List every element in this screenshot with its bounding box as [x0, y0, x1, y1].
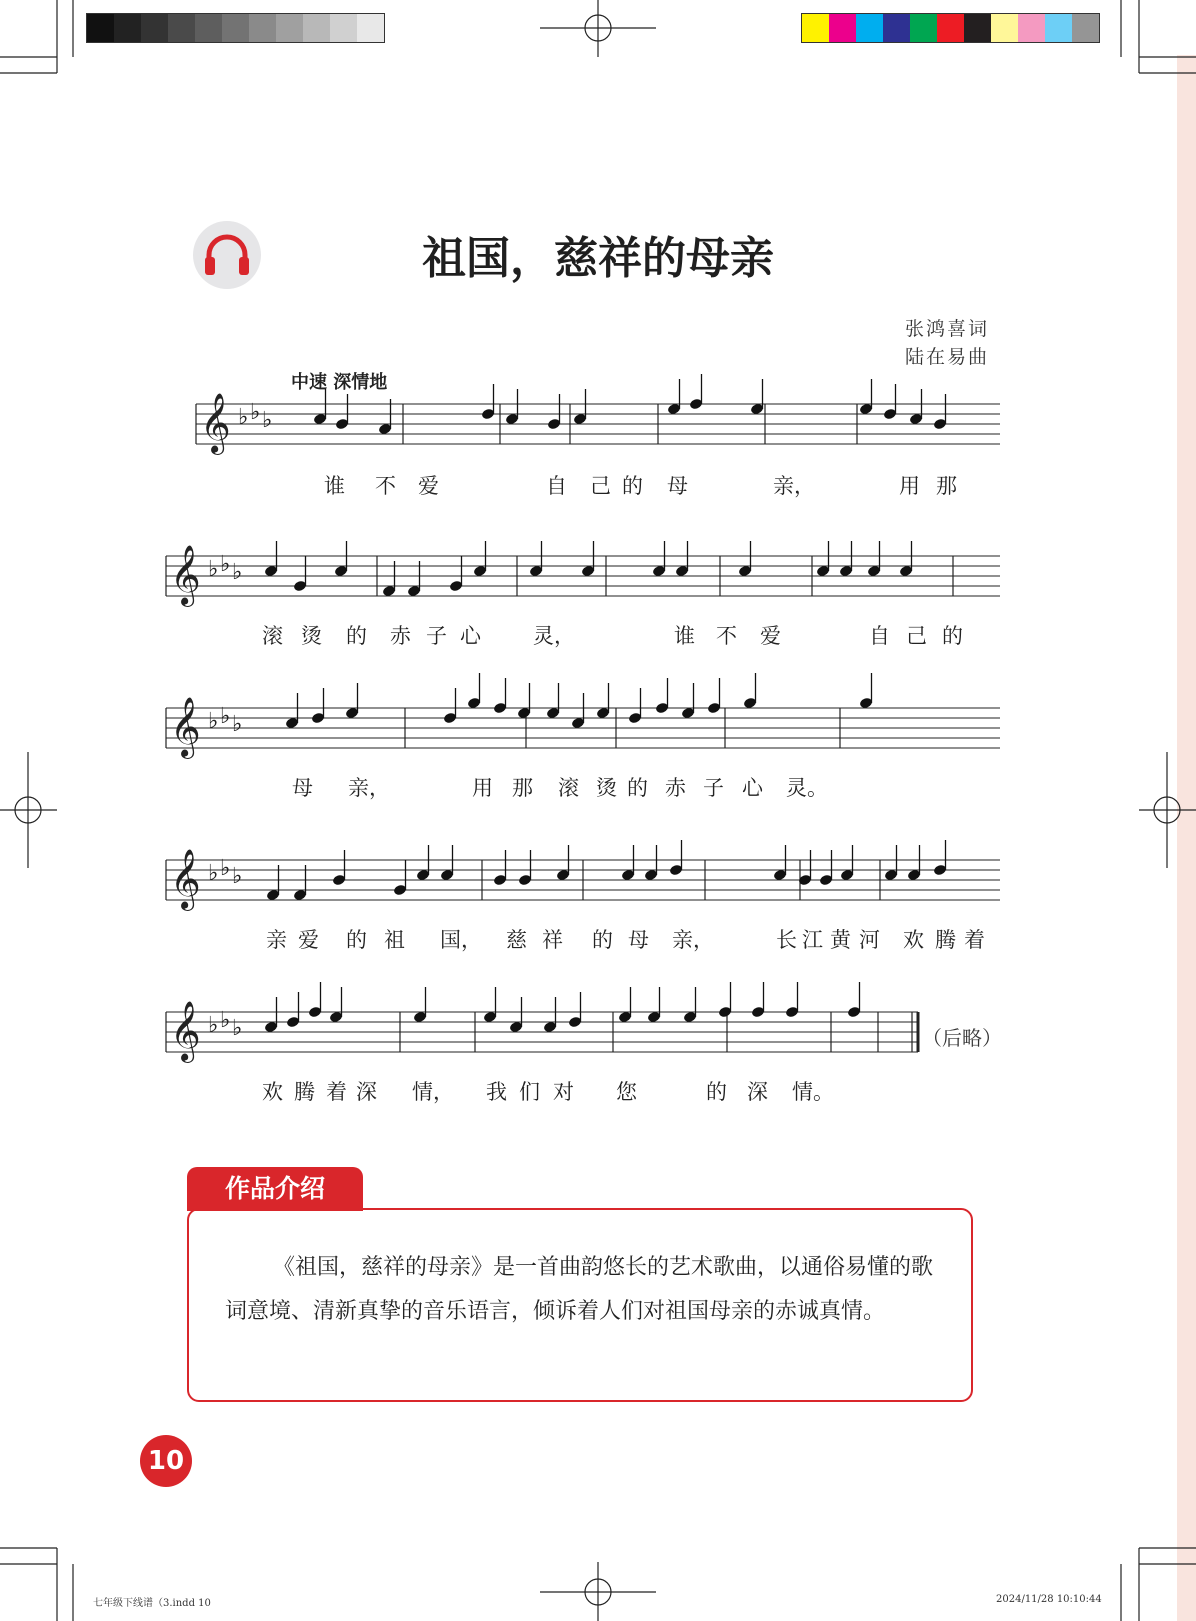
footer-timestamp: 2024/11/28 10:10:44 — [996, 1594, 1102, 1605]
lyric-syllable: 深 — [356, 1080, 377, 1104]
lyrics-line-3 — [0, 772, 1196, 802]
lyric-syllable: 用 — [899, 474, 920, 498]
lyric-syllable: 子 — [426, 624, 447, 648]
flat-icon: ♭ — [220, 704, 231, 729]
treble-clef-icon: 𝄞 — [170, 545, 201, 605]
lyric-syllable: 母 — [667, 474, 688, 498]
treble-clef-icon: 𝄞 — [170, 697, 201, 757]
lyric-syllable: 祥 — [542, 928, 563, 952]
treble-clef-icon: 𝄞 — [200, 393, 231, 453]
lyric-syllable: 那 — [512, 776, 533, 800]
lyric-syllable: 的 — [346, 928, 367, 952]
lyric-syllable: 不 — [375, 474, 396, 498]
treble-clef-icon: 𝄞 — [170, 849, 201, 909]
lyric-syllable: 赤 — [390, 624, 411, 648]
lyric-syllable: 滚 — [558, 776, 579, 800]
lyric-syllable: 那 — [936, 474, 957, 498]
flat-icon: ♭ — [238, 405, 249, 430]
footer-file-name: 七年级下线谱（3.indd 10 — [93, 1598, 211, 1609]
page-number-badge: 10 — [140, 1435, 192, 1487]
lyric-syllable: 江 — [802, 928, 823, 952]
lyric-syllable: 亲， — [672, 928, 714, 952]
lyric-syllable: 亲， — [348, 776, 390, 800]
lyric-syllable: 您 — [616, 1080, 637, 1104]
lyric-syllable: 自 — [869, 624, 890, 648]
lyric-syllable: 欢 — [262, 1080, 283, 1104]
flat-icon: ♭ — [232, 712, 243, 737]
lyric-syllable: 们 — [519, 1080, 540, 1104]
flat-icon: ♭ — [232, 560, 243, 585]
lyric-syllable: 腾 — [294, 1080, 315, 1104]
flat-icon: ♭ — [220, 1008, 231, 1033]
lyric-syllable: 母 — [292, 776, 313, 800]
lyric-syllable: 心 — [460, 624, 481, 648]
flat-icon: ♭ — [220, 856, 231, 881]
lyric-syllable: 情。 — [792, 1080, 834, 1104]
intro-card — [187, 1208, 973, 1402]
intro-text: 《祖国，慈祥的母亲》是一首曲韵悠长的艺术歌曲，以通俗易懂的歌词意境、清新真挚的音乐语言，倾诉着人们对祖国母亲的赤诚真情。 — [225, 1255, 934, 1324]
lyric-syllable: 灵。 — [786, 776, 828, 800]
lyric-syllable: 用 — [472, 776, 493, 800]
lyric-syllable: 亲 — [266, 928, 287, 952]
lyricist-credit: 张鸿喜词 — [905, 318, 990, 340]
lyric-syllable: 的 — [706, 1080, 727, 1104]
flat-icon: ♭ — [220, 552, 231, 577]
lyric-syllable: 河 — [859, 928, 880, 952]
flat-icon: ♭ — [208, 1013, 219, 1038]
lyric-syllable: 己 — [590, 474, 611, 498]
lyric-syllable: 着 — [964, 928, 985, 952]
composer-credit: 陆在易曲 — [905, 346, 990, 368]
lyric-syllable: 爱 — [418, 474, 439, 498]
lyric-syllable: 的 — [622, 474, 643, 498]
lyric-syllable: 亲， — [773, 474, 815, 498]
lyric-syllable: 我 — [486, 1080, 507, 1104]
lyric-syllable: 慈 — [506, 928, 527, 952]
lyric-syllable: 腾 — [935, 928, 956, 952]
lyric-syllable: 谁 — [324, 474, 345, 498]
lyric-syllable: 烫 — [596, 776, 617, 800]
lyrics-line-4 — [0, 924, 1196, 954]
lyric-syllable: 爱 — [298, 928, 319, 952]
lyric-syllable: 谁 — [674, 624, 695, 648]
lyric-syllable: 的 — [627, 776, 648, 800]
lyric-syllable: 欢 — [903, 928, 924, 952]
ending-note: （后略） — [922, 1026, 1002, 1050]
lyric-syllable: 母 — [628, 928, 649, 952]
flat-icon: ♭ — [208, 861, 219, 886]
lyric-syllable: 祖 — [384, 928, 405, 952]
tempo-marking: 中速 深情地 — [291, 372, 388, 393]
flat-icon: ♭ — [232, 864, 243, 889]
lyric-syllable: 的 — [942, 624, 963, 648]
treble-clef-icon: 𝄞 — [170, 1001, 201, 1061]
lyrics-line-2 — [0, 620, 1196, 650]
lyric-syllable: 对 — [553, 1080, 574, 1104]
flat-icon: ♭ — [250, 400, 261, 425]
lyric-syllable: 子 — [703, 776, 724, 800]
flat-icon: ♭ — [232, 1016, 243, 1041]
lyric-syllable: 赤 — [665, 776, 686, 800]
lyric-syllable: 自 — [546, 474, 567, 498]
lyric-syllable: 己 — [906, 624, 927, 648]
lyric-syllable: 烫 — [301, 624, 322, 648]
lyric-syllable: 的 — [592, 928, 613, 952]
flat-icon: ♭ — [262, 408, 273, 433]
lyric-syllable: 滚 — [262, 624, 283, 648]
lyrics-line-1 — [0, 470, 1196, 500]
flat-icon: ♭ — [208, 709, 219, 734]
lyric-syllable: 不 — [716, 624, 737, 648]
lyric-syllable: 深 — [747, 1080, 768, 1104]
lyric-syllable: 长 — [776, 928, 797, 952]
lyric-syllable: 情， — [412, 1080, 454, 1104]
lyric-syllable: 的 — [346, 624, 367, 648]
lyrics-line-5 — [0, 1076, 1196, 1106]
lyric-syllable: 着 — [326, 1080, 347, 1104]
page-title: 祖国，慈祥的母亲 — [422, 233, 774, 284]
lyric-syllable: 爱 — [760, 624, 781, 648]
intro-heading: 作品介绍 — [187, 1167, 363, 1211]
lyric-syllable: 黄 — [830, 928, 851, 952]
lyric-syllable: 国， — [440, 928, 482, 952]
flat-icon: ♭ — [208, 557, 219, 582]
lyric-syllable: 灵， — [533, 624, 575, 648]
lyric-syllable: 心 — [742, 776, 763, 800]
